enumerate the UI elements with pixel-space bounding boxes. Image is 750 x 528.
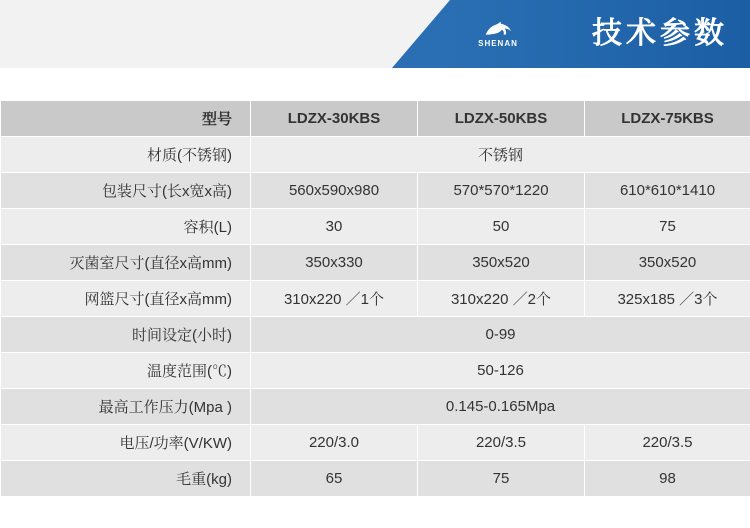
row-value-gross-weight-30: 65 xyxy=(251,461,418,497)
header-table-spacer xyxy=(0,68,750,100)
row-value-voltage-power-50: 220/3.5 xyxy=(418,425,585,461)
row-value-voltage-power-30: 220/3.0 xyxy=(251,425,418,461)
row-value-package-size-50: 570*570*1220 xyxy=(418,173,585,209)
row-value-time-setting: 0-99 xyxy=(251,317,750,353)
row-label-chamber-size: 灭菌室尺寸(直径x高mm) xyxy=(1,245,251,281)
brand-logo xyxy=(460,16,536,52)
table-row xyxy=(1,461,750,497)
row-label-temperature-range: 温度范围(℃) xyxy=(1,353,251,389)
table-row xyxy=(1,209,750,245)
table-row xyxy=(1,425,750,461)
row-value-voltage-power-75: 220/3.5 xyxy=(585,425,750,461)
row-label-gross-weight: 毛重(kg) xyxy=(1,461,251,497)
row-value-basket-size-75: 325x185 ／3个 xyxy=(585,281,750,317)
brand-logo-text: SHENAN xyxy=(478,39,518,48)
table-row xyxy=(1,353,750,389)
table-row xyxy=(1,137,750,173)
row-value-volume-50: 50 xyxy=(418,209,585,245)
table-row xyxy=(1,389,750,425)
row-label-max-pressure: 最高工作压力(Mpa ) xyxy=(1,389,251,425)
row-value-gross-weight-50: 75 xyxy=(418,461,585,497)
table-row xyxy=(1,317,750,353)
row-value-package-size-30: 560x590x980 xyxy=(251,173,418,209)
row-label-package-size: 包装尺寸(长x宽x高) xyxy=(1,173,251,209)
column-header-ldzx-30kbs: LDZX-30KBS xyxy=(251,101,418,137)
table-row xyxy=(1,173,750,209)
table-row xyxy=(1,281,750,317)
row-label-material: 材质(不锈钢) xyxy=(1,137,251,173)
spec-table-body xyxy=(1,137,750,497)
header-banner xyxy=(0,0,750,68)
horse-logo-icon xyxy=(481,20,515,38)
row-value-chamber-size-30: 350x330 xyxy=(251,245,418,281)
row-value-volume-30: 30 xyxy=(251,209,418,245)
row-value-package-size-75: 610*610*1410 xyxy=(585,173,750,209)
spec-table xyxy=(0,100,750,497)
table-row xyxy=(1,245,750,281)
spec-table-head xyxy=(1,101,750,137)
row-label-basket-size: 网篮尺寸(直径x高mm) xyxy=(1,281,251,317)
table-header-row xyxy=(1,101,750,137)
row-label-voltage-power: 电压/功率(V/KW) xyxy=(1,425,251,461)
row-value-basket-size-50: 310x220 ／2个 xyxy=(418,281,585,317)
row-value-material: 不锈钢 xyxy=(251,137,750,173)
column-header-ldzx-75kbs: LDZX-75KBS xyxy=(585,101,750,137)
row-value-gross-weight-75: 98 xyxy=(585,461,750,497)
column-header-ldzx-50kbs: LDZX-50KBS xyxy=(418,101,585,137)
column-header-model: 型号 xyxy=(1,101,251,137)
row-value-chamber-size-75: 350x520 xyxy=(585,245,750,281)
row-value-max-pressure: 0.145-0.165Mpa xyxy=(251,389,750,425)
row-value-volume-75: 75 xyxy=(585,209,750,245)
row-value-chamber-size-50: 350x520 xyxy=(418,245,585,281)
header-blue-block xyxy=(450,0,750,68)
row-value-basket-size-30: 310x220 ／1个 xyxy=(251,281,418,317)
row-label-time-setting: 时间设定(小时) xyxy=(1,317,251,353)
row-value-temperature-range: 50-126 xyxy=(251,353,750,389)
row-label-volume: 容积(L) xyxy=(1,209,251,245)
page-title: 技术参数 xyxy=(592,16,728,51)
